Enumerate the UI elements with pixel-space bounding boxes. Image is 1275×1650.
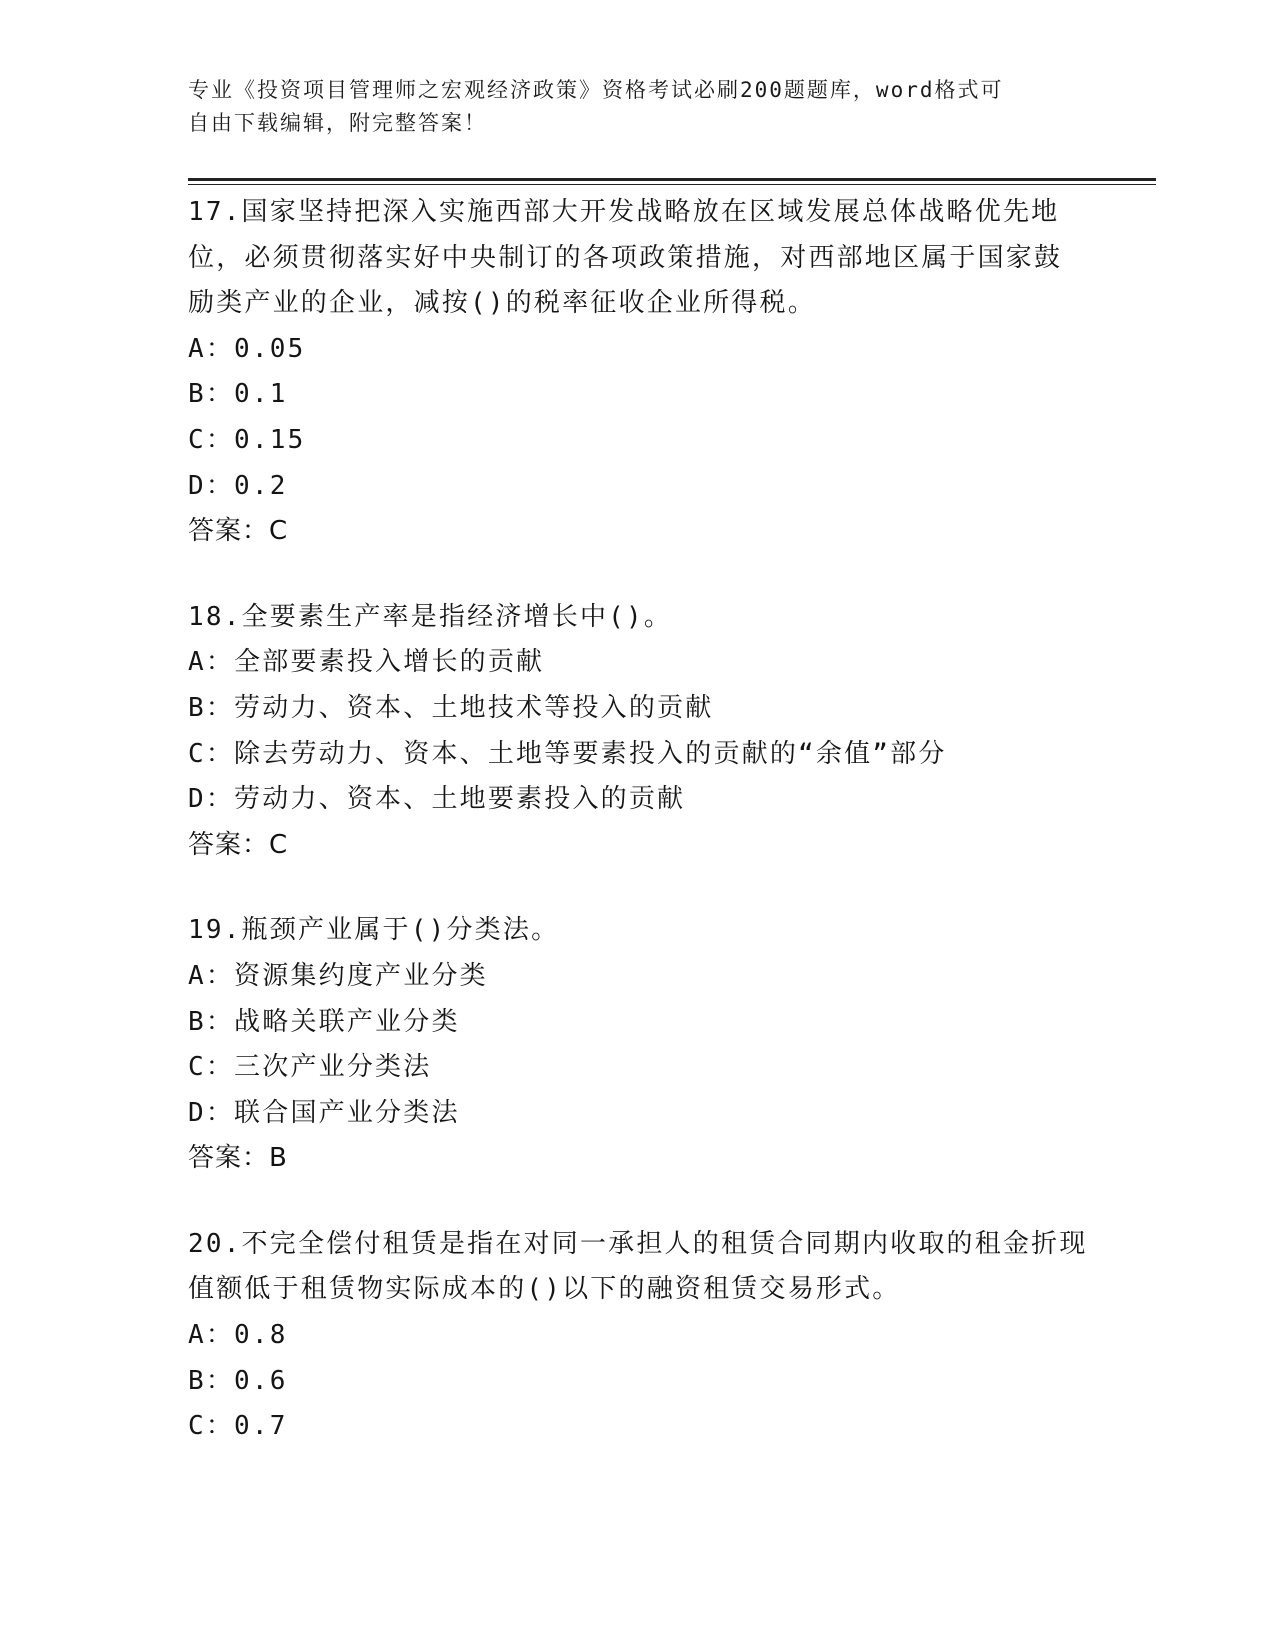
option-a: A：资源集约度产业分类 bbox=[188, 960, 488, 991]
option-b: B：战略关联产业分类 bbox=[188, 1006, 460, 1037]
header-rule-thin bbox=[188, 184, 1156, 185]
option-b: B：劳动力、资本、土地技术等投入的贡献 bbox=[188, 692, 714, 723]
option-b: B：0.1 bbox=[188, 379, 288, 410]
document-header bbox=[188, 74, 1068, 140]
header-line-1: 专业《投资项目管理师之宏观经济政策》资格考试必刷200题题库，word格式可 bbox=[188, 78, 1004, 102]
option-d: D：0.2 bbox=[188, 470, 288, 501]
answer-label: 答案：B bbox=[188, 1143, 288, 1174]
question-list bbox=[188, 190, 1088, 1490]
question-stem: 17.国家坚持把深入实施西部大开发战略放在区域发展总体战略优先地位，必须贯彻落实好中央制订的各项政策措施，对西部地区属于国家鼓励类产业的企业，减按()的税率征收企业所得税。 bbox=[188, 197, 1063, 319]
option-a: A：0.05 bbox=[188, 333, 306, 364]
question-19 bbox=[188, 908, 1088, 1182]
header-rule-thick bbox=[188, 178, 1156, 181]
option-b: B：0.6 bbox=[188, 1365, 288, 1396]
header-line-2: 自由下载编辑，附完整答案！ bbox=[188, 111, 487, 135]
option-c: C：0.15 bbox=[188, 424, 306, 455]
question-18 bbox=[188, 595, 1088, 869]
answer-label: 答案：C bbox=[188, 516, 289, 547]
question-stem: 19.瓶颈产业属于()分类法。 bbox=[188, 915, 560, 946]
question-20 bbox=[188, 1222, 1088, 1450]
option-d: D：劳动力、资本、土地要素投入的贡献 bbox=[188, 784, 686, 815]
option-c: C：除去劳动力、资本、土地等要素投入的贡献的“余值”部分 bbox=[188, 738, 947, 769]
question-stem: 20.不完全偿付租赁是指在对同一承担人的租赁合同期内收取的租金折现值额低于租赁物实际成本的()以下的融资租赁交易形式。 bbox=[188, 1228, 1088, 1305]
option-d: D：联合国产业分类法 bbox=[188, 1097, 460, 1128]
option-c: C：三次产业分类法 bbox=[188, 1052, 432, 1083]
question-17 bbox=[188, 190, 1088, 555]
option-a: A：0.8 bbox=[188, 1320, 288, 1351]
option-a: A：全部要素投入增长的贡献 bbox=[188, 647, 545, 678]
answer-label: 答案：C bbox=[188, 829, 289, 860]
option-c: C：0.7 bbox=[188, 1411, 288, 1442]
question-stem: 18.全要素生产率是指经济增长中()。 bbox=[188, 601, 673, 632]
